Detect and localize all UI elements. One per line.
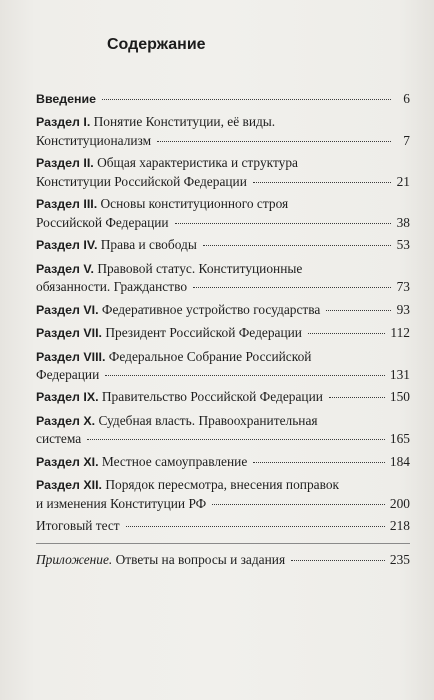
section-label: Раздел XI. bbox=[36, 454, 99, 469]
toc-entry bbox=[36, 348, 410, 384]
section-title-line: Федеральное Собрание Российской bbox=[108, 348, 312, 364]
toc-entry bbox=[36, 195, 410, 231]
page-number: 38 bbox=[396, 214, 410, 230]
section-title-line: Федерации bbox=[36, 367, 100, 383]
page-number: 112 bbox=[390, 325, 410, 341]
page-number: 73 bbox=[396, 279, 410, 295]
section-label: Раздел IV. bbox=[36, 238, 98, 253]
section-title-line: Правовой статус. Конституционные bbox=[97, 260, 303, 276]
dot-leader bbox=[291, 560, 385, 561]
dot-leader bbox=[105, 375, 385, 376]
appendix-label: Приложение. bbox=[36, 551, 113, 567]
section-label: Раздел VI. bbox=[36, 302, 99, 317]
toc-entry bbox=[36, 476, 410, 512]
section-title-line: Конституционализм bbox=[36, 132, 152, 148]
toc-entry bbox=[36, 154, 410, 190]
section-title-line: Порядок пересмотра, внесения поправок bbox=[105, 477, 340, 493]
page-number: 184 bbox=[389, 453, 410, 469]
appendix-divider bbox=[36, 543, 410, 544]
section-label: Раздел IX. bbox=[36, 390, 99, 405]
table-of-contents bbox=[36, 90, 410, 573]
toc-entry bbox=[36, 113, 410, 149]
dot-leader bbox=[203, 245, 391, 246]
appendix-text: Ответы на вопросы и задания bbox=[115, 551, 286, 567]
section-title-line: Конституции Российской Федерации bbox=[36, 173, 247, 189]
section-title-line: система bbox=[36, 431, 82, 447]
section-title-line: Федеративное устройство государства bbox=[101, 301, 321, 317]
section-title-line: Правительство Российской Федерации bbox=[101, 389, 323, 405]
page-title: Содержание bbox=[107, 36, 206, 53]
toc-entry bbox=[36, 90, 410, 109]
section-label: Раздел VIII. bbox=[36, 349, 106, 364]
page-number: 235 bbox=[389, 551, 410, 567]
toc-entry bbox=[36, 412, 410, 448]
section-title-line: Российской Федерации bbox=[36, 214, 169, 230]
page-number: 93 bbox=[396, 301, 410, 317]
toc-entry bbox=[36, 236, 410, 255]
dot-leader bbox=[175, 223, 391, 224]
dot-leader bbox=[87, 439, 385, 440]
section-title-line: Понятие Конституции, её виды. bbox=[93, 114, 276, 130]
section-title-line: Права и свободы bbox=[100, 237, 197, 253]
section-title-line: Судебная власть. Правоохранительная bbox=[98, 412, 318, 428]
page-number: 21 bbox=[396, 173, 410, 189]
dot-leader bbox=[126, 526, 385, 527]
page-number: 53 bbox=[396, 237, 410, 253]
section-label: Раздел V. bbox=[36, 261, 94, 276]
toc-entry bbox=[36, 301, 410, 320]
dot-leader bbox=[193, 287, 391, 288]
page-number: 200 bbox=[389, 495, 410, 511]
page-number: 7 bbox=[403, 132, 410, 148]
section-title-line: Итоговый тест bbox=[36, 518, 120, 534]
section-label: Раздел XII. bbox=[36, 478, 102, 493]
section-title-line: Местное самоуправление bbox=[101, 453, 248, 469]
page-number: 150 bbox=[389, 389, 410, 405]
toc-entry bbox=[36, 260, 410, 296]
section-title-line: Президент Российской Федерации bbox=[105, 325, 302, 341]
section-label: Раздел X. bbox=[36, 413, 96, 428]
dot-leader bbox=[253, 462, 385, 463]
dot-leader bbox=[329, 397, 385, 398]
toc-entries bbox=[36, 90, 410, 535]
page-number: 131 bbox=[389, 367, 410, 383]
toc-entry-appendix bbox=[36, 551, 410, 569]
section-label: Введение bbox=[36, 92, 97, 106]
section-title-line: обязанности. Гражданство bbox=[36, 279, 188, 295]
dot-leader bbox=[326, 310, 391, 311]
toc-entry bbox=[36, 517, 410, 535]
dot-leader bbox=[212, 504, 385, 505]
section-label: Раздел II. bbox=[36, 156, 94, 171]
section-label: Раздел VII. bbox=[36, 326, 102, 341]
page-number: 218 bbox=[389, 518, 410, 534]
toc-entry bbox=[36, 453, 410, 472]
section-title-line: и изменения Конституции РФ bbox=[36, 495, 207, 511]
page-number: 165 bbox=[389, 431, 410, 447]
dot-leader bbox=[102, 99, 391, 100]
section-title-line: Основы конституционного строя bbox=[100, 196, 289, 212]
toc-entry bbox=[36, 324, 410, 343]
dot-leader bbox=[157, 141, 391, 142]
section-label: Раздел I. bbox=[36, 115, 91, 130]
dot-leader bbox=[253, 182, 391, 183]
toc-entry bbox=[36, 388, 410, 407]
page-number: 6 bbox=[403, 91, 410, 106]
dot-leader bbox=[308, 333, 385, 334]
section-label: Раздел III. bbox=[36, 197, 98, 212]
section-title-line: Общая характеристика и структура bbox=[97, 155, 298, 171]
